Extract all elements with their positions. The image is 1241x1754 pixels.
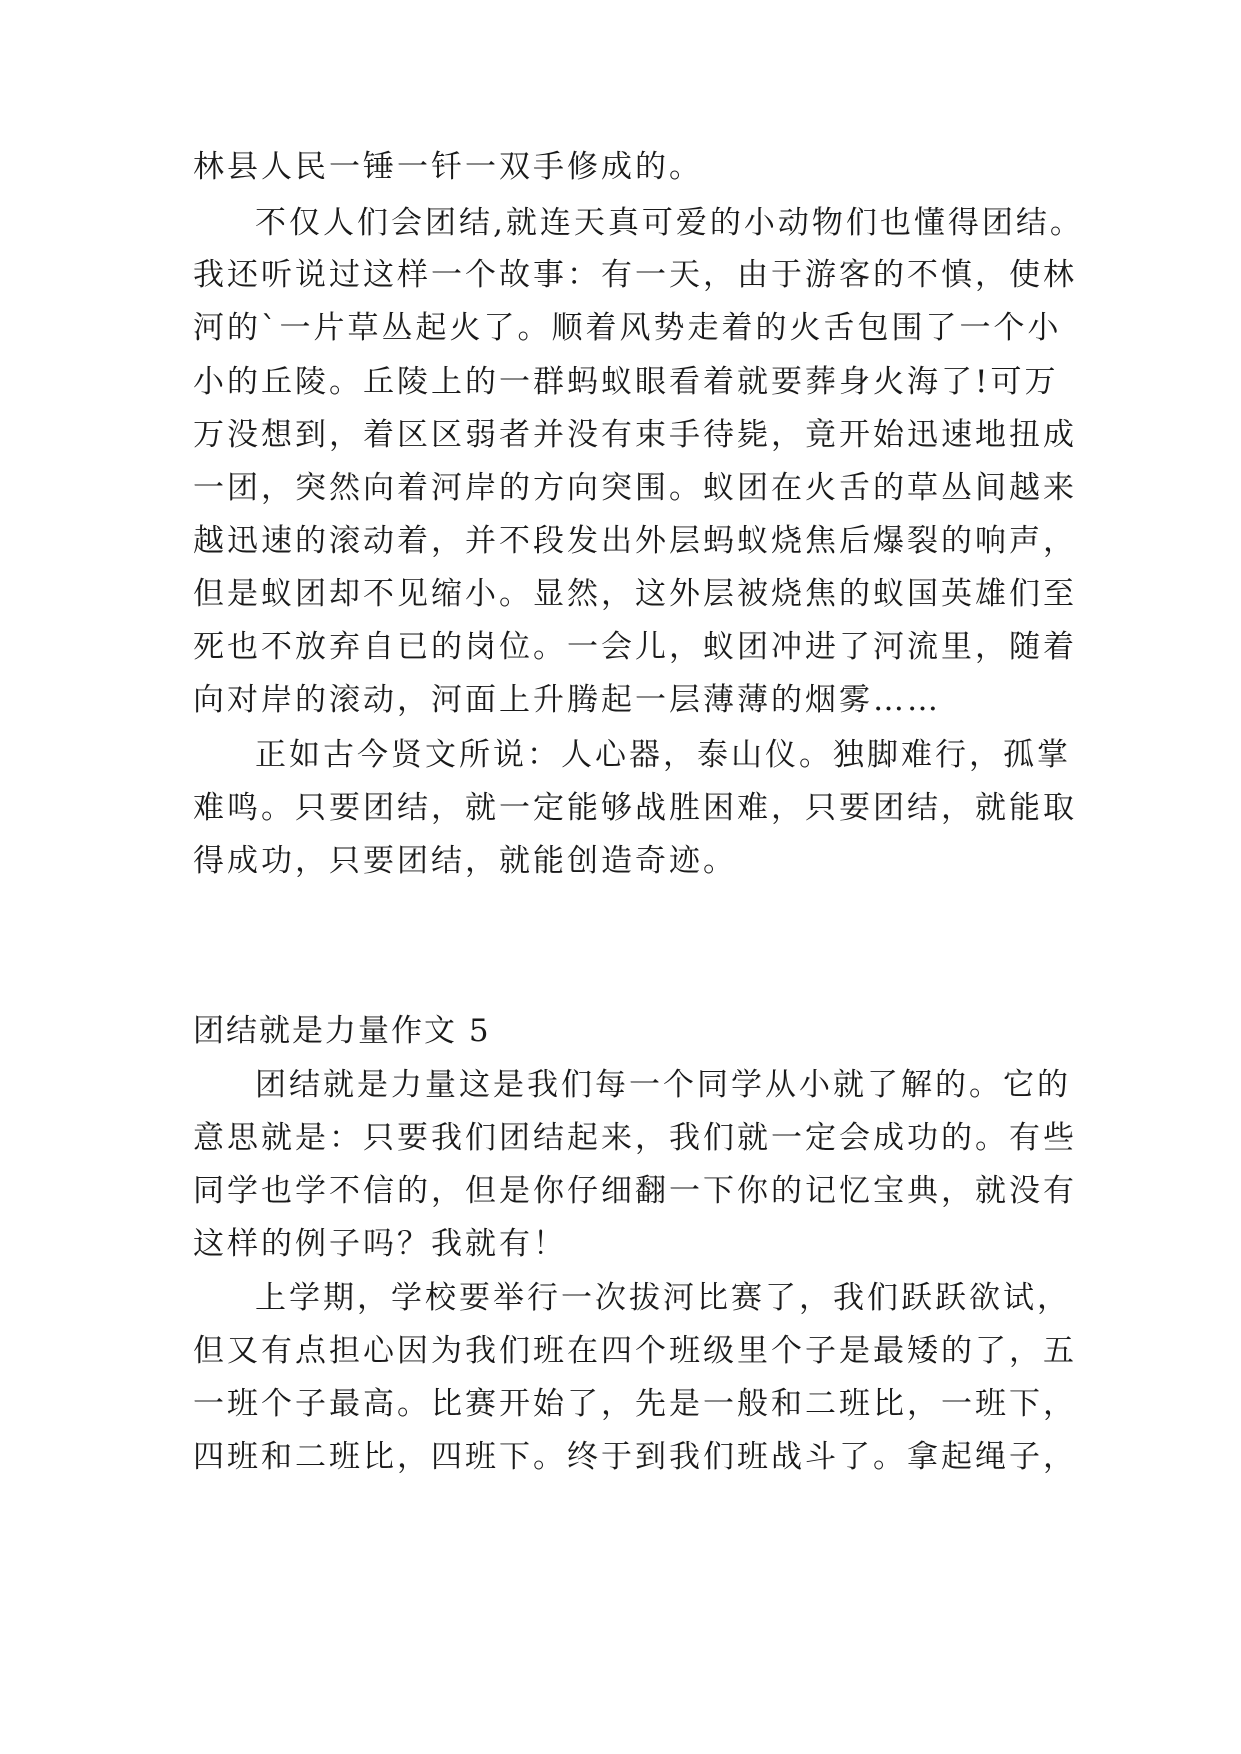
- text-line: 这样的例子吗？我就有！: [193, 1226, 567, 1262]
- text-line: 一班个子最高。比赛开始了，先是一般和二班比，一班下，: [193, 1386, 1077, 1422]
- text-line: 难鸣。只要团结，就一定能够战胜困难，只要团结，就能取: [193, 790, 1077, 826]
- text-line: 林县人民一锤一钎一双手修成的。: [193, 149, 703, 185]
- text-line: 越迅速的滚动着，并不段发出外层蚂蚁烧焦后爆裂的响声，: [193, 523, 1077, 559]
- paragraph-start: 上学期，学校要举行一次拔河比赛了，我们跃跃欲试，: [255, 1280, 1071, 1316]
- paragraph-start: 正如古今贤文所说：人心器，泰山仪。独脚难行，孤掌: [255, 737, 1071, 773]
- text-line: 四班和二班比，四班下。终于到我们班战斗了。拿起绳子，: [193, 1439, 1077, 1475]
- text-line: 同学也学不信的，但是你仔细翻一下你的记忆宝典，就没有: [193, 1173, 1077, 1209]
- text-line: 我还听说过这样一个故事：有一天，由于游客的不慎，使林: [193, 257, 1077, 293]
- section-heading: 团结就是力量作文 5: [193, 1013, 491, 1049]
- text-line: 一团，突然向着河岸的方向突围。蚁团在火舌的草丛间越来: [193, 470, 1077, 506]
- text-line: 得成功，只要团结，就能创造奇迹。: [193, 843, 737, 879]
- text-line: 小的丘陵。丘陵上的一群蚂蚁眼看着就要葬身火海了!可万: [193, 364, 1059, 400]
- text-line: 但又有点担心因为我们班在四个班级里个子是最矮的了，五: [193, 1333, 1077, 1369]
- paragraph-start: 团结就是力量这是我们每一个同学从小就了解的。它的: [255, 1067, 1071, 1103]
- text-line: 死也不放弃自已的岗位。一会儿，蚁团冲进了河流里，随着: [193, 629, 1077, 665]
- text-line: 万没想到，着区区弱者并没有束手待毙，竟开始迅速地扭成: [193, 417, 1077, 453]
- text-line: 向对岸的滚动，河面上升腾起一层薄薄的烟雾……: [193, 682, 941, 718]
- text-line: 河的`一片草丛起火了。顺着风势走着的火舌包围了一个小: [193, 310, 1062, 346]
- text-line: 意思就是：只要我们团结起来，我们就一定会成功的。有些: [193, 1120, 1077, 1156]
- paragraph-start: 不仅人们会团结,就连天真可爱的小动物们也懂得团结。: [255, 205, 1084, 241]
- text-line: 但是蚁团却不见缩小。显然，这外层被烧焦的蚁国英雄们至: [193, 576, 1077, 612]
